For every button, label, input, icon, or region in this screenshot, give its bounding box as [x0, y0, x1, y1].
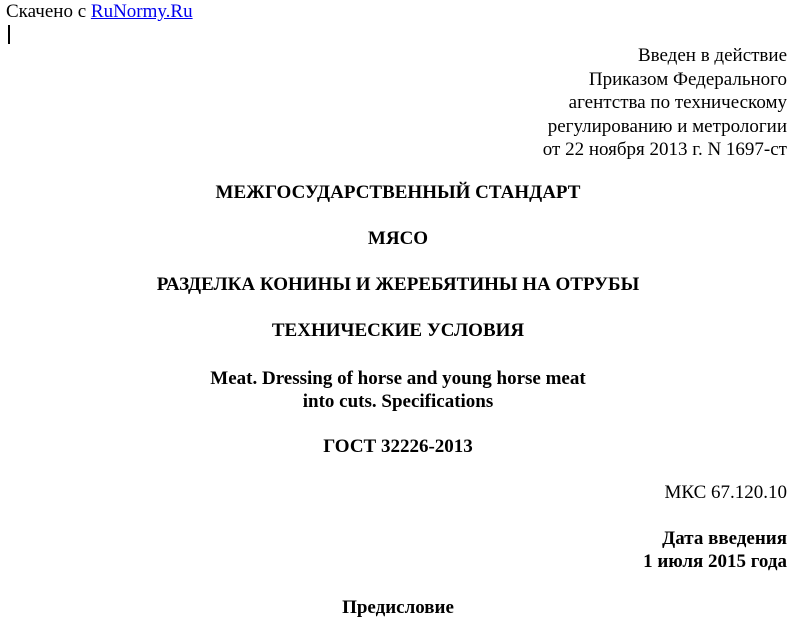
english-title	[0, 367, 790, 413]
standard-code: ГОСТ 32226-2013	[323, 436, 473, 457]
foreword-heading: Предисловие	[342, 597, 454, 618]
standard-title: РАЗДЕЛКА КОНИНЫ И ЖЕРЕБЯТИНЫ НА ОТРУБЫ	[156, 274, 640, 295]
english-title-line: Meat. Dressing of horse and young horse meat	[210, 368, 586, 389]
enactment-line: регулированию и метрологии	[547, 115, 787, 137]
enactment-block	[543, 44, 787, 162]
standard-subject: МЯСО	[367, 228, 429, 249]
source-line	[6, 1, 193, 23]
date-intro-value: 1 июля 2015 года	[643, 551, 787, 572]
text-cursor	[8, 25, 10, 44]
enactment-line: Приказом Федерального	[588, 68, 787, 90]
enactment-line: Введен в действие	[637, 45, 787, 66]
source-link[interactable]: RuNormy.Ru	[90, 1, 193, 22]
standard-subtitle: ТЕХНИЧЕСКИЕ УСЛОВИЯ	[271, 320, 525, 341]
english-title-line: into cuts. Specifications	[302, 391, 494, 412]
mks-code: МКС 67.120.10	[664, 482, 787, 503]
standard-type: МЕЖГОСУДАРСТВЕННЫЙ СТАНДАРТ	[215, 182, 581, 203]
date-intro-label: Дата введения	[662, 528, 787, 549]
source-prefix: Скачено с	[6, 1, 87, 22]
enactment-line: от 22 ноября 2013 г. N 1697-ст	[542, 139, 787, 160]
enactment-line: агентства по техническому	[568, 92, 787, 113]
